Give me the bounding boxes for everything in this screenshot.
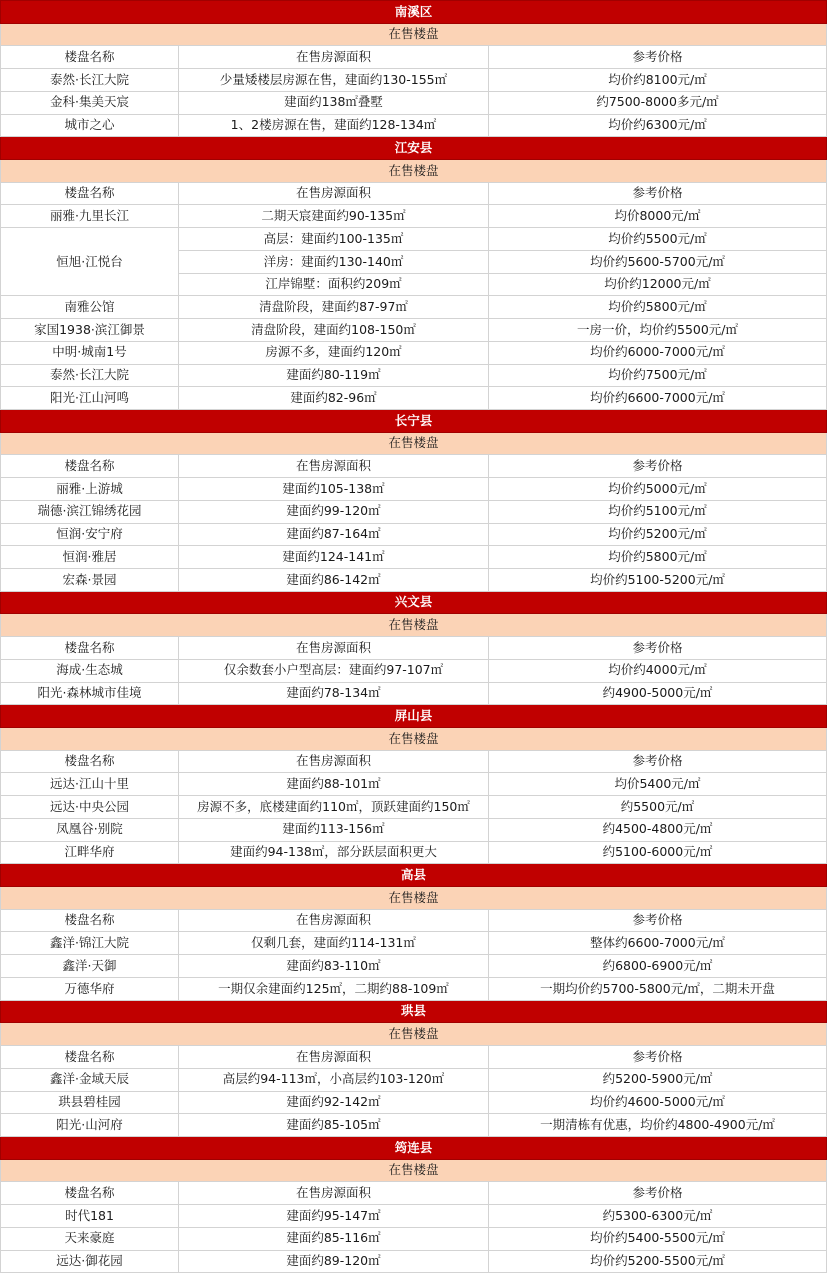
area-cell: 建面约82-96㎡ [179, 387, 489, 410]
area-cell: 建面约85-105㎡ [179, 1114, 489, 1137]
price-cell: 均价约6600-7000元/㎡ [489, 387, 827, 410]
price-cell: 均价约5100-5200元/㎡ [489, 568, 827, 591]
price-cell: 均价5400元/㎡ [489, 773, 827, 796]
on-sale-title: 在售楼盘 [1, 160, 827, 183]
county-header-row [1, 864, 827, 887]
project-name-cell: 泰然·长江大院 [1, 69, 179, 92]
project-name-cell: 丽雅·九里长江 [1, 205, 179, 228]
area-cell: 清盘阶段，建面约87-97㎡ [179, 296, 489, 319]
county-title: 兴文县 [1, 591, 827, 614]
area-header: 在售房源面积 [179, 750, 489, 773]
on-sale-title: 在售楼盘 [1, 432, 827, 455]
price-cell: 一期均价约5700-5800元/㎡，二期未开盘 [489, 977, 827, 1000]
project-name-header: 楼盘名称 [1, 750, 179, 773]
table-row [1, 1227, 827, 1250]
price-cell: 均价约7500元/㎡ [489, 364, 827, 387]
project-name-cell: 天来豪庭 [1, 1227, 179, 1250]
on-sale-title: 在售楼盘 [1, 728, 827, 751]
table-row [1, 69, 827, 92]
county-title: 南溪区 [1, 1, 827, 24]
project-name-cell: 万德华府 [1, 977, 179, 1000]
price-cell: 一房一价，均价约5500元/㎡ [489, 319, 827, 342]
project-name-header: 楼盘名称 [1, 637, 179, 660]
table-row [1, 1205, 827, 1228]
price-header: 参考价格 [489, 750, 827, 773]
column-header-row [1, 455, 827, 478]
area-header: 在售房源面积 [179, 1046, 489, 1069]
project-name-cell: 远达·江山十里 [1, 773, 179, 796]
table-row [1, 1091, 827, 1114]
table-row [1, 955, 827, 978]
on-sale-header-row [1, 160, 827, 183]
price-cell: 均价约5600-5700元/㎡ [489, 250, 827, 273]
table-row [1, 91, 827, 114]
area-cell: 建面约99-120㎡ [179, 500, 489, 523]
project-name-header: 楼盘名称 [1, 46, 179, 69]
project-name-cell: 恒旭·江悦台 [1, 228, 179, 296]
table-row [1, 818, 827, 841]
price-cell: 一期清栋有优惠，均价约4800-4900元/㎡ [489, 1114, 827, 1137]
column-header-row [1, 750, 827, 773]
area-cell: 仅余数套小户型高层：建面约97-107㎡ [179, 659, 489, 682]
on-sale-header-row [1, 728, 827, 751]
price-header: 参考价格 [489, 46, 827, 69]
county-header-row [1, 705, 827, 728]
price-cell: 约5200-5900元/㎡ [489, 1068, 827, 1091]
price-cell: 约5100-6000元/㎡ [489, 841, 827, 864]
table-row [1, 500, 827, 523]
project-name-cell: 珙县碧桂园 [1, 1091, 179, 1114]
on-sale-header-row [1, 1159, 827, 1182]
area-cell: 建面约85-116㎡ [179, 1227, 489, 1250]
column-header-row [1, 1182, 827, 1205]
project-name-cell: 南雅公馆 [1, 296, 179, 319]
price-cell: 约6800-6900元/㎡ [489, 955, 827, 978]
table-row [1, 1250, 827, 1273]
county-title: 长宁县 [1, 409, 827, 432]
price-cell: 均价约5800元/㎡ [489, 546, 827, 569]
county-header-row [1, 1, 827, 24]
project-name-cell: 金科·集美天宸 [1, 91, 179, 114]
price-cell: 约7500-8000多元/㎡ [489, 91, 827, 114]
price-header: 参考价格 [489, 637, 827, 660]
table-row [1, 319, 827, 342]
county-title: 江安县 [1, 137, 827, 160]
price-cell: 均价约5800元/㎡ [489, 296, 827, 319]
table-row [1, 387, 827, 410]
area-cell: 建面约113-156㎡ [179, 818, 489, 841]
county-header-row [1, 591, 827, 614]
project-name-cell: 家国1938·滨江御景 [1, 319, 179, 342]
price-cell: 均价8000元/㎡ [489, 205, 827, 228]
column-header-row [1, 46, 827, 69]
price-header: 参考价格 [489, 455, 827, 478]
price-cell: 均价约5200元/㎡ [489, 523, 827, 546]
price-header: 参考价格 [489, 182, 827, 205]
price-cell: 均价约5400-5500元/㎡ [489, 1227, 827, 1250]
on-sale-title: 在售楼盘 [1, 1159, 827, 1182]
area-header: 在售房源面积 [179, 182, 489, 205]
price-cell: 均价约4000元/㎡ [489, 659, 827, 682]
area-cell: 建面约88-101㎡ [179, 773, 489, 796]
project-name-cell: 时代181 [1, 1205, 179, 1228]
table-row [1, 114, 827, 137]
project-name-cell: 鑫洋·金域天辰 [1, 1068, 179, 1091]
table-row [1, 1068, 827, 1091]
project-name-header: 楼盘名称 [1, 909, 179, 932]
price-cell: 约4500-4800元/㎡ [489, 818, 827, 841]
price-header: 参考价格 [489, 1046, 827, 1069]
column-header-row [1, 182, 827, 205]
table-row [1, 841, 827, 864]
area-header: 在售房源面积 [179, 1182, 489, 1205]
area-cell: 建面约95-147㎡ [179, 1205, 489, 1228]
table-row [1, 205, 827, 228]
area-cell: 高层约94-113㎡，小高层约103-120㎡ [179, 1068, 489, 1091]
area-cell: 建面约86-142㎡ [179, 568, 489, 591]
county-title: 筠连县 [1, 1136, 827, 1159]
price-cell: 约5500元/㎡ [489, 796, 827, 819]
area-header: 在售房源面积 [179, 637, 489, 660]
county-title: 高县 [1, 864, 827, 887]
table-row [1, 341, 827, 364]
area-cell: 一期仅余建面约125㎡，二期约88-109㎡ [179, 977, 489, 1000]
on-sale-header-row [1, 614, 827, 637]
table-row [1, 568, 827, 591]
on-sale-header-row [1, 432, 827, 455]
price-cell: 约4900-5000元/㎡ [489, 682, 827, 705]
area-cell: 清盘阶段，建面约108-150㎡ [179, 319, 489, 342]
on-sale-title: 在售楼盘 [1, 1023, 827, 1046]
price-cell: 均价约5000元/㎡ [489, 478, 827, 501]
on-sale-title: 在售楼盘 [1, 23, 827, 46]
area-cell: 建面约87-164㎡ [179, 523, 489, 546]
project-name-cell: 阳光·森林城市佳境 [1, 682, 179, 705]
table-row [1, 659, 827, 682]
county-header-row [1, 409, 827, 432]
area-cell: 建面约138㎡叠墅 [179, 91, 489, 114]
area-cell: 建面约124-141㎡ [179, 546, 489, 569]
price-header: 参考价格 [489, 1182, 827, 1205]
area-cell: 仅剩几套，建面约114-131㎡ [179, 932, 489, 955]
area-cell: 江岸锦墅：面积约209㎡ [179, 273, 489, 296]
table-row [1, 364, 827, 387]
table-row [1, 523, 827, 546]
area-header: 在售房源面积 [179, 909, 489, 932]
price-cell: 均价约8100元/㎡ [489, 69, 827, 92]
table-row [1, 682, 827, 705]
price-cell: 均价约4600-5000元/㎡ [489, 1091, 827, 1114]
price-cell: 均价约12000元/㎡ [489, 273, 827, 296]
on-sale-header-row [1, 23, 827, 46]
project-name-cell: 恒润·安宁府 [1, 523, 179, 546]
project-name-cell: 远达·御花园 [1, 1250, 179, 1273]
project-name-header: 楼盘名称 [1, 1046, 179, 1069]
project-name-cell: 阳光·江山河鸣 [1, 387, 179, 410]
table-row [1, 478, 827, 501]
area-cell: 高层：建面约100-135㎡ [179, 228, 489, 251]
price-cell: 均价约5500元/㎡ [489, 228, 827, 251]
project-name-cell: 中明·城南1号 [1, 341, 179, 364]
project-name-cell: 瑞德·滨江锦绣花园 [1, 500, 179, 523]
project-name-cell: 丽雅·上游城 [1, 478, 179, 501]
project-name-header: 楼盘名称 [1, 182, 179, 205]
project-name-cell: 泰然·长江大院 [1, 364, 179, 387]
area-cell: 洋房：建面约130-140㎡ [179, 250, 489, 273]
county-title: 珙县 [1, 1000, 827, 1023]
area-cell: 二期天宸建面约90-135㎡ [179, 205, 489, 228]
price-cell: 约5300-6300元/㎡ [489, 1205, 827, 1228]
area-cell: 建面约80-119㎡ [179, 364, 489, 387]
project-name-cell: 恒润·雅居 [1, 546, 179, 569]
on-sale-title: 在售楼盘 [1, 614, 827, 637]
project-name-cell: 远达·中央公园 [1, 796, 179, 819]
area-cell: 建面约94-138㎡，部分跃层面积更大 [179, 841, 489, 864]
area-cell: 建面约83-110㎡ [179, 955, 489, 978]
project-name-cell: 阳光·山河府 [1, 1114, 179, 1137]
project-name-cell: 江畔华府 [1, 841, 179, 864]
on-sale-header-row [1, 887, 827, 910]
area-cell: 建面约92-142㎡ [179, 1091, 489, 1114]
area-cell: 建面约89-120㎡ [179, 1250, 489, 1273]
table-row [1, 546, 827, 569]
table-row [1, 773, 827, 796]
project-name-header: 楼盘名称 [1, 455, 179, 478]
area-cell: 房源不多，底楼建面约110㎡，顶跃建面约150㎡ [179, 796, 489, 819]
price-cell: 均价约5100元/㎡ [489, 500, 827, 523]
price-cell: 均价约5200-5500元/㎡ [489, 1250, 827, 1273]
table-row [1, 296, 827, 319]
county-header-row [1, 1000, 827, 1023]
project-name-cell: 海成·生态城 [1, 659, 179, 682]
area-cell: 1、2楼房源在售，建面约128-134㎡ [179, 114, 489, 137]
project-name-header: 楼盘名称 [1, 1182, 179, 1205]
area-header: 在售房源面积 [179, 46, 489, 69]
price-cell: 均价约6300元/㎡ [489, 114, 827, 137]
column-header-row [1, 1046, 827, 1069]
table-row [1, 932, 827, 955]
price-cell: 整体约6600-7000元/㎡ [489, 932, 827, 955]
area-cell: 少量矮楼层房源在售，建面约130-155㎡ [179, 69, 489, 92]
area-cell: 建面约78-134㎡ [179, 682, 489, 705]
project-name-cell: 鑫洋·锦江大院 [1, 932, 179, 955]
table-row [1, 228, 827, 251]
area-header: 在售房源面积 [179, 455, 489, 478]
county-title: 屏山县 [1, 705, 827, 728]
project-name-cell: 凤凰谷·别院 [1, 818, 179, 841]
table-row [1, 1114, 827, 1137]
project-name-cell: 城市之心 [1, 114, 179, 137]
area-cell: 房源不多，建面约120㎡ [179, 341, 489, 364]
project-name-cell: 鑫洋·天御 [1, 955, 179, 978]
on-sale-title: 在售楼盘 [1, 887, 827, 910]
on-sale-header-row [1, 1023, 827, 1046]
area-cell: 建面约105-138㎡ [179, 478, 489, 501]
county-header-row [1, 137, 827, 160]
table-row [1, 796, 827, 819]
column-header-row [1, 637, 827, 660]
table-row [1, 977, 827, 1000]
price-header: 参考价格 [489, 909, 827, 932]
county-header-row [1, 1136, 827, 1159]
column-header-row [1, 909, 827, 932]
project-name-cell: 宏森·景园 [1, 568, 179, 591]
price-cell: 均价约6000-7000元/㎡ [489, 341, 827, 364]
table-body [1, 1, 827, 1273]
